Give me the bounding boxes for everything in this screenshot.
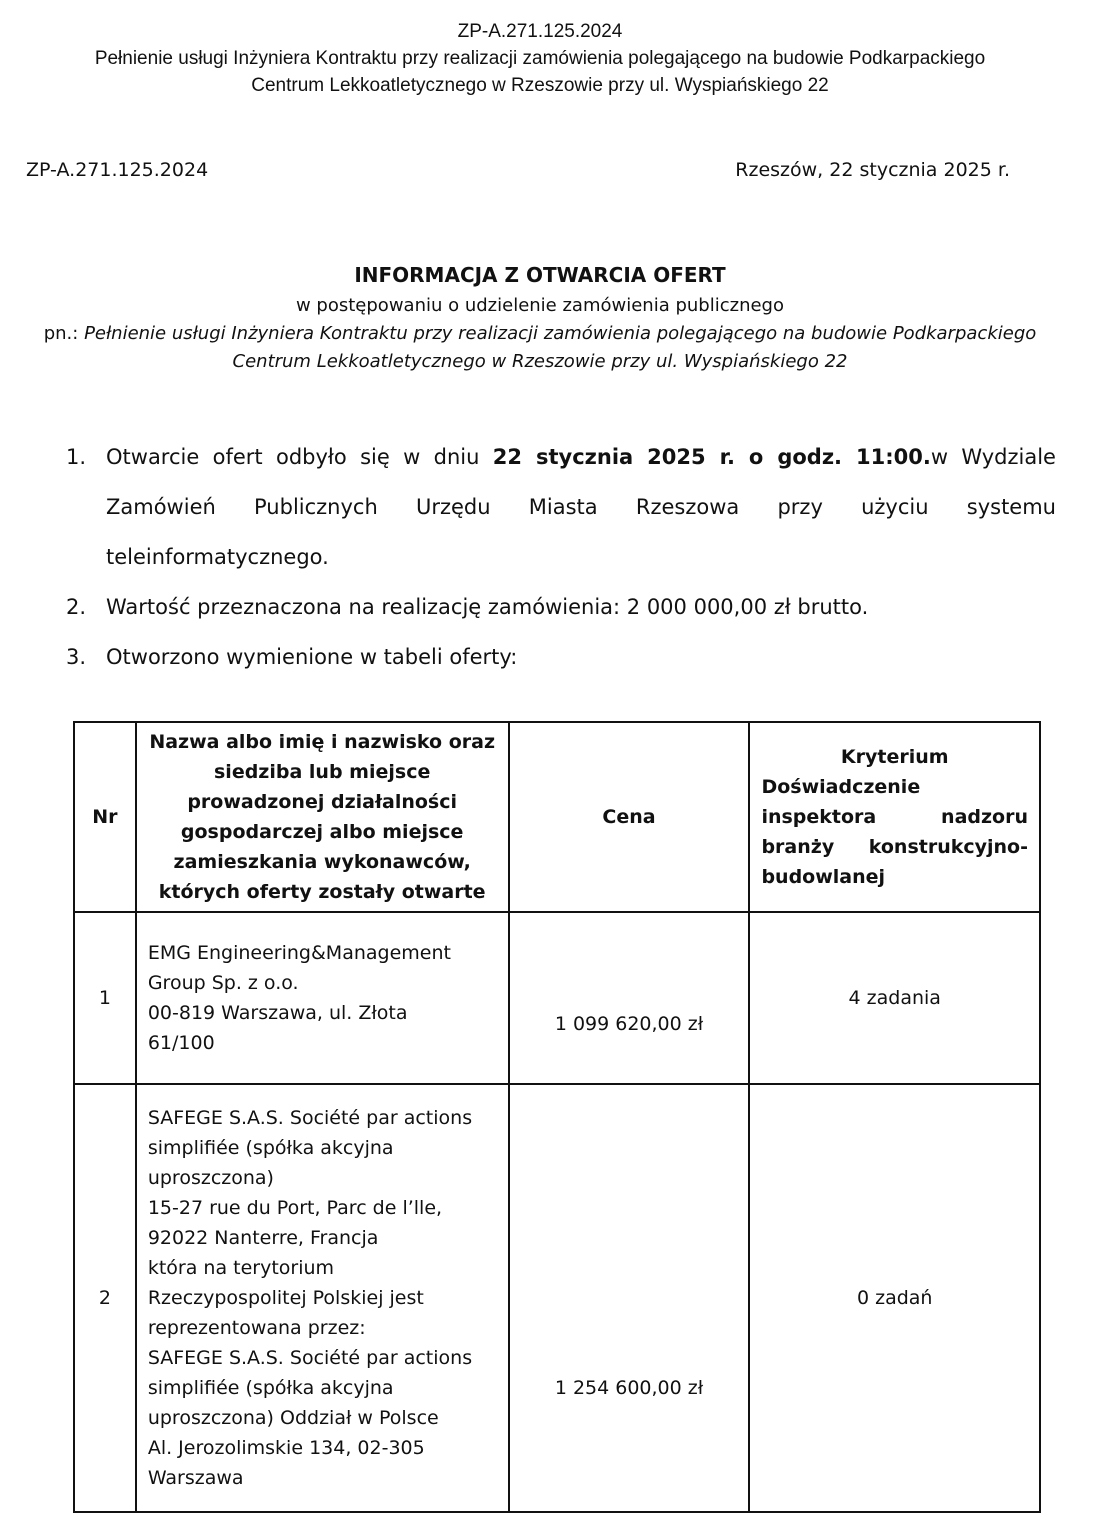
list-number: 2. [66, 595, 87, 619]
title-pn [0, 320, 1080, 348]
name-line: reprezentowana przez: [147, 1317, 366, 1339]
table-row [74, 912, 1040, 1084]
name-line: Rzeczypospolitej Polskiej jest [147, 1287, 424, 1309]
item1-pre: Otwarcie ofert odbyło się w dniu [106, 445, 493, 469]
name-line: 15-27 rue du Port, Parc de l’lle, [147, 1197, 443, 1219]
list-number: 3. [66, 645, 87, 669]
criterion-last: budowlanej [761, 866, 886, 888]
offers-table [73, 721, 1041, 1513]
list-item [66, 632, 1056, 682]
table-row [74, 1084, 1040, 1512]
header-criterion [749, 722, 1040, 912]
row-nr: 2 [74, 1084, 136, 1512]
name-line: simplifiée (spółka akcyjna [147, 1137, 394, 1159]
page-title: INFORMACJA Z OTWARCIA OFERT [354, 263, 726, 287]
name-line: Group Sp. z o.o. [147, 972, 299, 994]
header-line-1: Pełnienie usługi Inżyniera Kontraktu przy realizacji zamówienia polegającego na budowie Podkarpackiego [94, 48, 986, 69]
title-subtitle: w postępowaniu o udzielenie zamówienia publicznego [295, 295, 784, 316]
list-text: Otworzono wymienione w tabeli oferty: [106, 645, 518, 669]
pn-line-1: Pełnienie usługi Inżyniera Kontraktu przy realizacji zamówienia polegającego na budowie Podkarpackiego [84, 323, 1037, 344]
name-line: która na terytorium [147, 1257, 335, 1279]
header-ref: ZP-A.271.125.2024 [457, 21, 623, 42]
row-criterion: 0 zadań [749, 1084, 1040, 1512]
info-list [66, 432, 1056, 682]
name-line: SAFEGE S.A.S. Société par actions [147, 1107, 473, 1129]
name-line: SAFEGE S.A.S. Société par actions [147, 1347, 473, 1369]
name-line: simplifiée (spółka akcyjna [147, 1377, 394, 1399]
document-header [0, 18, 1080, 99]
list-text [106, 432, 1056, 582]
table-header-row [74, 722, 1040, 912]
list-text: Wartość przeznaczona na realizację zamówienia: 2 000 000,00 zł brutto. [106, 595, 869, 619]
item1-bold: 22 stycznia 2025 r. o godz. 11:00. [492, 445, 931, 469]
name-line: Al. Jerozolimskie 134, 02-305 [147, 1437, 425, 1459]
place-date: Rzeszów, 22 stycznia 2025 r. [735, 159, 1010, 181]
header-nr: Nr [74, 722, 136, 912]
list-item [66, 582, 1056, 632]
row-price: 1 254 600,00 zł [509, 1084, 750, 1512]
name-line: Warszawa [147, 1467, 244, 1489]
pn-line-2: Centrum Lekkoatletycznego w Rzeszowie przy ul. Wyspiańskiego 22 [232, 351, 848, 372]
row-price: 1 099 620,00 zł [509, 912, 750, 1084]
title-block [0, 258, 1080, 376]
header-price: Cena [509, 722, 750, 912]
item1-post: w Wydziale Zamówień Publicznych Urzędu Miasta Rzeszowa przy użyciu systemu teleinformatycznego. [106, 445, 1056, 569]
name-line: 61/100 [147, 1032, 215, 1054]
list-item [66, 432, 1056, 582]
row-name [136, 912, 509, 1084]
name-line: 92022 Nanterre, Francja [147, 1227, 379, 1249]
row-name [136, 1084, 509, 1512]
row-criterion: 4 zadania [749, 912, 1040, 1084]
name-line: 00-819 Warszawa, ul. Złota [147, 1002, 408, 1024]
list-number: 1. [66, 445, 87, 469]
name-line: uproszczona) Oddział w Polsce [147, 1407, 439, 1429]
name-line: uproszczona) [147, 1167, 274, 1189]
header-name: Nazwa albo imię i nazwisko oraz siedziba lub miejsce prowadzonej działalności gospodarczej albo miejsce zamieszkania wykonawców, których oferty zostały otwarte [136, 722, 509, 912]
criterion-label: Kryterium [840, 746, 949, 768]
pn-prefix: pn.: [43, 323, 85, 344]
reference-number: ZP-A.271.125.2024 [26, 159, 209, 181]
name-line: EMG Engineering&Management [147, 942, 451, 964]
criterion-text: Doświadczenie inspektora nadzoru branży konstrukcyjno- [761, 776, 1028, 858]
header-line-2: Centrum Lekkoatletycznego w Rzeszowie przy ul. Wyspiańskiego 22 [251, 75, 829, 96]
row-nr: 1 [74, 912, 136, 1084]
